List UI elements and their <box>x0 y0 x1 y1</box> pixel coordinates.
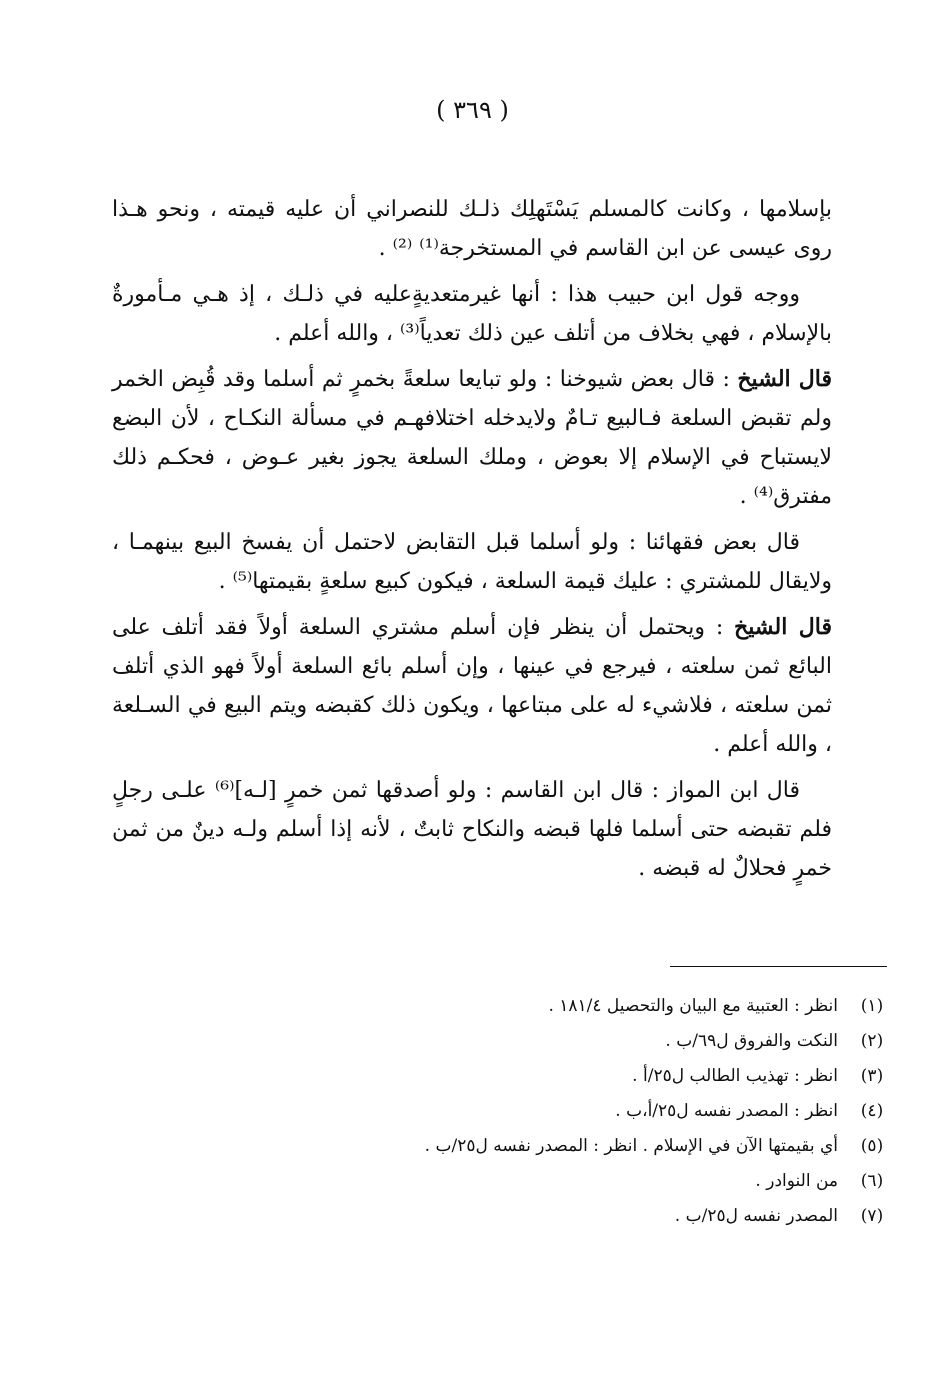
footnote-number: (٦) <box>860 1170 884 1191</box>
footnote-number: (٢) <box>860 1030 884 1051</box>
footnote-item <box>340 1198 900 1233</box>
footnotes <box>340 988 900 1233</box>
paragraph-5-text: : ويحتمل أن ينظر فإن أسلم مشتري السلعة أولاً فقد أتلف على البائع ثمن سلعته ، فيرجع في عينها ، وإن أسلم بائع السلعة أولاً فهو الذي أتلف ثمن سلعته ، فلاشيء له على مبتاعها ، ويكون ذلك كقبضه ويتم البيع في السـلعة ، والله أعلم . <box>112 615 832 757</box>
paragraph-3 <box>112 360 832 516</box>
footnote-text: انظر : تهذيب الطالب ل٢٥/أ . <box>632 1065 838 1086</box>
footnote-item <box>340 1058 900 1093</box>
paragraph-1: بإسلامها ، وكانت كالمسلم يَسْتَهلِك ذلـك للنصراني أن عليه قيمته ، ونحو هـذا روى عيسى عن ابن القاسم في المستخرجة⁽¹⁾ ⁽²⁾ . <box>112 197 832 261</box>
footnote-text: المصدر نفسه ل٢٥/ب . <box>674 1205 838 1226</box>
footnote-separator <box>670 966 887 967</box>
footnote-item <box>340 1163 900 1198</box>
paragraph-5 <box>112 608 832 764</box>
footnote-text: انظر : المصدر نفسه ل٢٥/أ،ب . <box>615 1100 838 1121</box>
page-number: ( ٣٦٩ ) <box>436 96 509 124</box>
paragraph-2: ووجه قول ابن حبيب هذا : أنها غيرمتعديةٍعليه في ذلـك ، إذ هـي مـأمورةٌ بالإسلام ، فهي بخلاف من أتلف عين ذلك تعدياً⁽³⁾ ، والله أعلم . <box>112 282 832 346</box>
footnote-number: (١) <box>860 995 884 1016</box>
paragraph-3-text: : قال بعض شيوخنا : ولو تبايعا سلعةً بخمرٍ ثم أسلما وقد قُبِض الخمر ولم تقبض السلعة فـالبيع تـامٌ ولايدخله اختلافهـم في مسألة النكـاح ، لأن البضع لايستباح في الإسلام إلا بعوض ، وملك السلعة يجوز بغير عـوض ، فحكـم ذلك مفترق⁽⁴⁾ . <box>112 367 832 509</box>
footnote-item <box>340 988 900 1023</box>
paragraph-6: قال ابن المواز : قال ابن القاسم : ولو أصدقها ثمن خمرٍ [لـه]⁽⁶⁾ علـى رجلٍ فلم تقبضه حتى أسلما فلها قبضه والنكاح ثابتٌ ، لأنه إذا أسلم ولـه دينٌ من ثمن خمرٍ فحلالٌ له قبضه . <box>112 778 832 881</box>
paragraph-4: قال بعض فقهائنا : ولو أسلما قبل التقابض لاحتمل أن يفسخ البيع بينهمـا ، ولايقال للمشتري : عليك قيمة السلعة ، فيكون كبيع سلعةٍ بقيمتها⁽⁵⁾ . <box>112 530 832 594</box>
footnote-number: (٣) <box>860 1065 884 1086</box>
speaker-heading: قال الشيخ <box>734 614 832 640</box>
speaker-heading: قال الشيخ <box>737 366 832 392</box>
footnote-item <box>340 1093 900 1128</box>
main-text <box>112 190 832 895</box>
footnote-item <box>340 1128 900 1163</box>
footnote-text: من النوادر . <box>755 1170 838 1191</box>
footnote-text: أي بقيمتها الآن في الإسلام . انظر : المصدر نفسه ل٢٥/ب . <box>424 1135 838 1156</box>
footnote-text: انظر : العتبية مع البيان والتحصيل ١٨١/٤ . <box>548 995 838 1016</box>
footnote-number: (٥) <box>860 1135 884 1156</box>
footnote-number: (٤) <box>860 1100 884 1121</box>
footnote-item <box>340 1023 900 1058</box>
footnote-text: النكت والفروق ل٦٩/ب . <box>665 1030 838 1051</box>
footnote-number: (٧) <box>860 1205 884 1226</box>
